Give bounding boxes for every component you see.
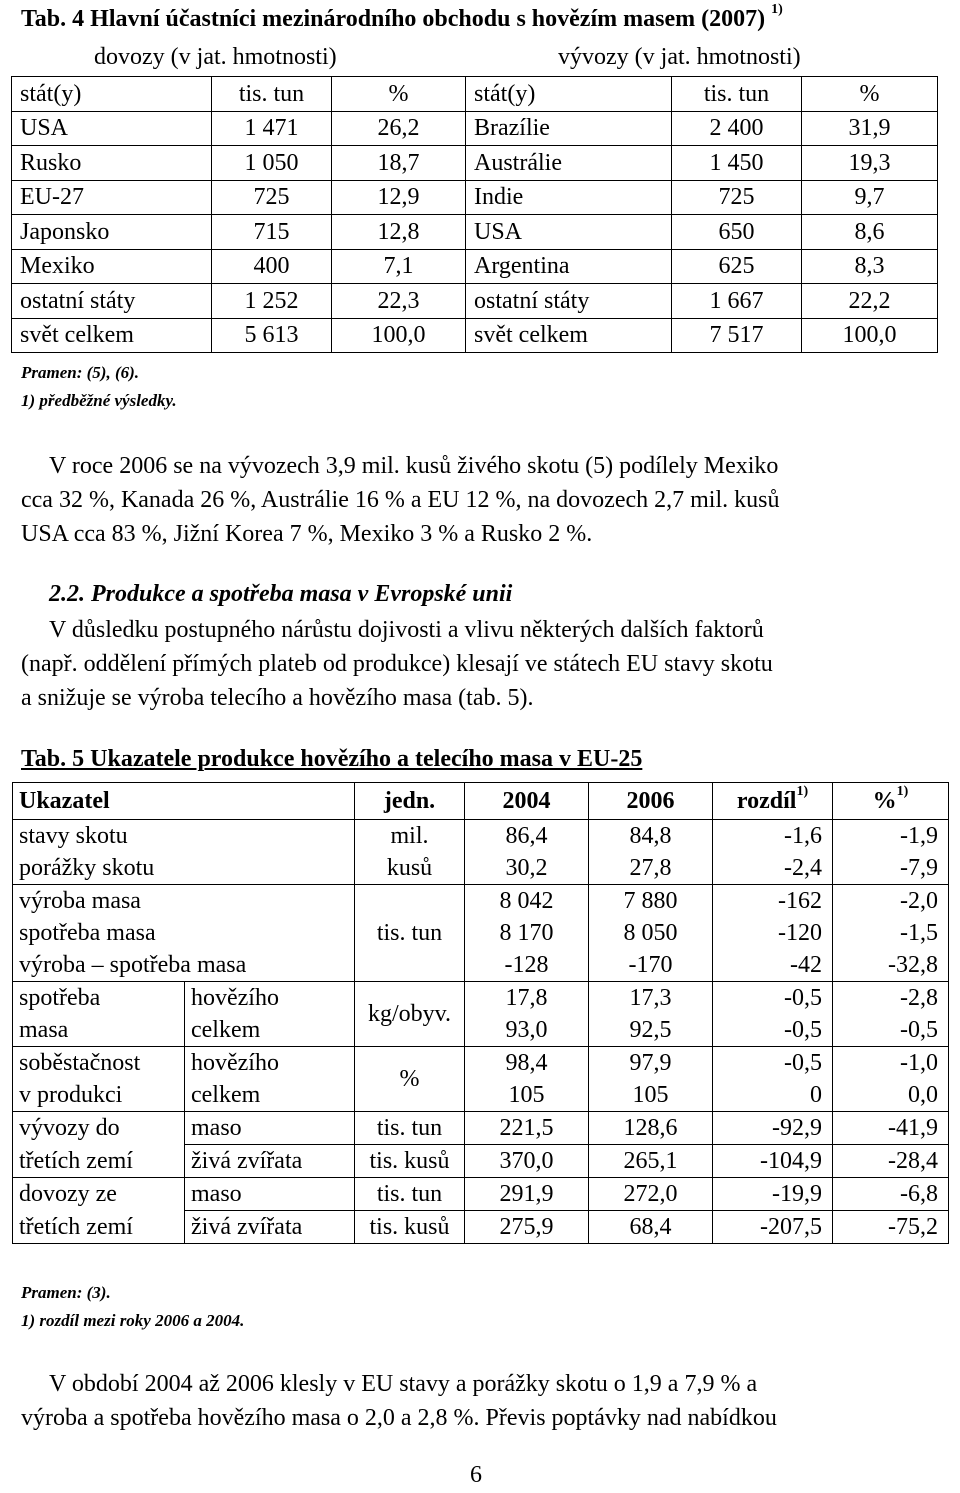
tab4-exports-label: vývozy (v jat. hmotnosti) [558,44,801,70]
column-header: stát(y) [12,77,212,112]
table-cell: 8,3 [802,249,938,284]
table-cell: 2 400 [672,111,802,146]
table-cell: 9,7 [802,180,938,215]
table-cell: USA [466,215,672,250]
table-row: masa celkem 93,0 92,5 -0,5 -0,5 [13,1014,949,1047]
tab4-imports-label: dovozy (v jat. hmotnosti) [94,44,337,70]
table-header-row [13,783,949,820]
table-row: výroba masa tis. tun 8 042 7 880 -162 -2,0 [13,885,949,918]
table-cell: 8,6 [802,215,938,250]
table-cell: Rusko [12,146,212,181]
header-2004: 2004 [465,783,589,820]
table-cell: Brazílie [466,111,672,146]
table-row [12,180,938,215]
table-cell: Mexiko [12,249,212,284]
header-2006: 2006 [589,783,713,820]
table-row: spotřeba hovězího kg/obyv. 17,8 17,3 -0,5 -2,8 [13,982,949,1015]
table-cell: USA [12,111,212,146]
table-cell: 725 [672,180,802,215]
table-row [12,284,938,319]
text-line: a snižuje se výroba telecího a hovězího masa (tab. 5). [21,685,534,711]
table-cell: 7,1 [332,249,466,284]
table-row [12,111,938,146]
section-paragraph [21,613,939,715]
table-row: porážky skotu kusů 30,2 27,8 -2,4 -7,9 [13,852,949,885]
tab5-note: 1) rozdíl mezi roky 2006 a 2004. [21,1311,245,1330]
table-cell: svět celkem [12,318,212,353]
table-cell: 625 [672,249,802,284]
page-number: 6 [470,1462,482,1488]
table-row [12,146,938,181]
tab4-title: Tab. 4 Hlavní účastníci mezinárodního obchodu s hovězím masem (2007) $^{1)}$ [21,2,783,32]
table-row: třetích zemí živá zvířata tis. kusů 275,9 68,4 -207,5 -75,2 [13,1211,949,1244]
table-cell: 650 [672,215,802,250]
table-cell: 100,0 [332,318,466,353]
paragraph-livestock-trade [21,449,939,551]
tab4-source: Pramen: (5), (6). [21,363,140,382]
table-row [12,249,938,284]
table-cell: svět celkem [466,318,672,353]
table-cell: 31,9 [802,111,938,146]
header-rozdil: rozdíl$^{1)}$ [713,783,833,820]
tab4-table [11,76,938,353]
table-row: vývozy do maso tis. tun 221,5 128,6 -92,9 -41,9 [13,1112,949,1145]
table-cell: 1 252 [212,284,332,319]
table-cell: Indie [466,180,672,215]
table-row [12,318,938,353]
table-cell: EU-27 [12,180,212,215]
table-cell: 400 [212,249,332,284]
table-cell: Austrálie [466,146,672,181]
text-line: V důsledku postupného nárůstu dojivosti a vlivu některých dalších faktorů [49,617,764,643]
tab5-title: Tab. 5 Ukazatele produkce hovězího a telecího masa v EU-25 [21,746,643,772]
table-cell: 715 [212,215,332,250]
table-cell: 12,9 [332,180,466,215]
header-ukazatel: Ukazatel [13,783,355,820]
table-cell: 26,2 [332,111,466,146]
column-header: stát(y) [466,77,672,112]
table-cell: Argentina [466,249,672,284]
text-line: USA cca 83 %, Jižní Korea 7 %, Mexiko 3 % a Rusko 2 %. [21,521,593,547]
table-cell: 7 517 [672,318,802,353]
header-jedn: jedn. [355,783,465,820]
paragraph-trend [21,1367,939,1435]
tab5-source: Pramen: (3). [21,1283,111,1302]
table-cell: 5 613 [212,318,332,353]
table-cell: 1 050 [212,146,332,181]
table-cell: 19,3 [802,146,938,181]
table-cell: ostatní státy [466,284,672,319]
table-row: stavy skotu mil. 86,4 84,8 -1,6 -1,9 [13,820,949,853]
table-cell: Japonsko [12,215,212,250]
tab5-table [12,782,949,1244]
text-line: (např. oddělení přímých plateb od produkce) klesají ve státech EU stavy skotu [21,651,773,677]
text-line: výroba a spotřeba hovězího masa o 2,0 a 2,8 %. Převis poptávky nad nabídkou [21,1405,777,1431]
column-header: % [332,77,466,112]
text-line: V období 2004 až 2006 klesly v EU stavy a porážky skotu o 1,9 a 7,9 % a [49,1371,758,1397]
text-line: cca 32 %, Kanada 26 %, Austrálie 16 % a EU 12 %, na dovozech 2,7 mil. kusů [21,487,780,513]
table-cell: 12,8 [332,215,466,250]
table-cell: ostatní státy [12,284,212,319]
table-row: soběstačnost hovězího % 98,4 97,9 -0,5 -1,0 [13,1047,949,1080]
table-cell: 100,0 [802,318,938,353]
section-heading: 2.2. Produkce a spotřeba masa v Evropské unii [49,581,513,607]
table-cell: 1 667 [672,284,802,319]
table-row: výroba – spotřeba masa -128 -170 -42 -32,8 [13,949,949,982]
table-cell: 18,7 [332,146,466,181]
column-header: tis. tun [212,77,332,112]
table-header-row [12,77,938,112]
table-cell: 22,3 [332,284,466,319]
table-row: v produkci celkem 105 105 0 0,0 [13,1079,949,1112]
table-cell: 725 [212,180,332,215]
table-row: dovozy ze maso tis. tun 291,9 272,0 -19,9 -6,8 [13,1178,949,1211]
tab4-note: 1) předběžné výsledky. [21,391,177,410]
table-row [12,215,938,250]
column-header: % [802,77,938,112]
table-cell: 1 450 [672,146,802,181]
column-header: tis. tun [672,77,802,112]
table-cell: 1 471 [212,111,332,146]
table-row: třetích zemí živá zvířata tis. kusů 370,0 265,1 -104,9 -28,4 [13,1145,949,1178]
header-pct: %$^{1)}$ [833,783,949,820]
table-cell: 22,2 [802,284,938,319]
text-line: V roce 2006 se na vývozech 3,9 mil. kusů živého skotu (5) podílely Mexiko [49,453,779,479]
table-row: spotřeba masa 8 170 8 050 -120 -1,5 [13,917,949,949]
